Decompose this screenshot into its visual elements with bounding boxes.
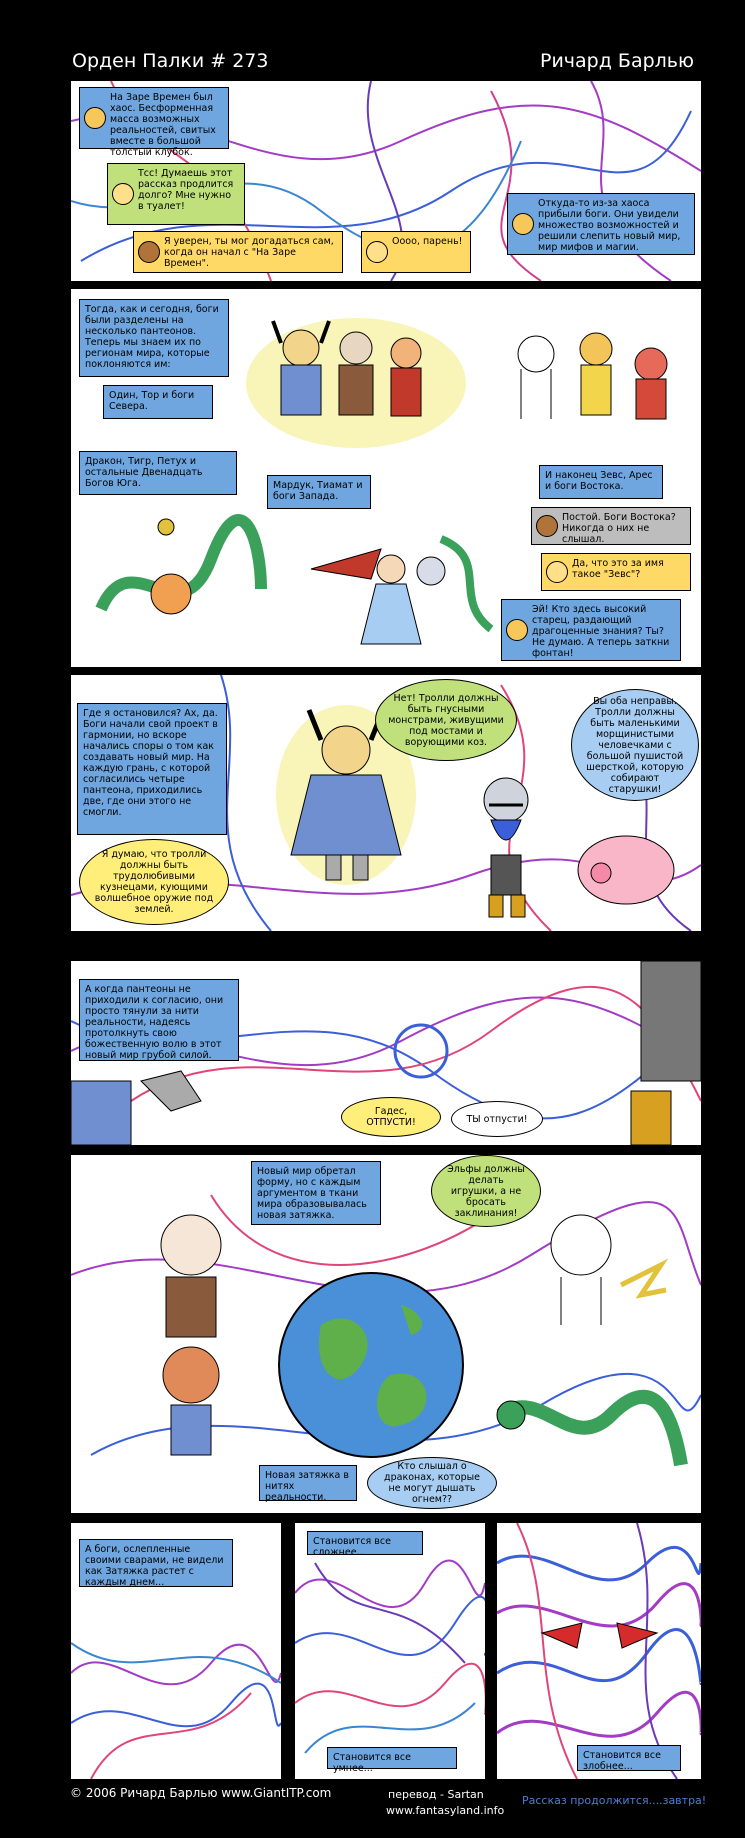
world-globe [271,1265,471,1465]
speech-bubble: Я думаю, что тролли должны быть трудолюбивыми кузнецами, кующими волшебное оружие под землей. [79,839,229,925]
dialogue-box: Постой. Боги Востока? Никогда о них не слышал. [531,507,691,545]
narrator-face-icon [506,619,528,641]
narration-box: Эй! Кто здесь высокий старец, раздающий драгоценные знания? Ты? Не думаю. А теперь заткни фонтан! [501,599,681,661]
panel-7 [292,1520,488,1782]
speech-bubble: Кто слышал о драконах, которые не могут дышать огнем?? [367,1457,497,1509]
narration-box: Становится все умнее... [327,1747,457,1769]
speech-bubble: Нет! Тролли должны быть гнусными монстрами, живущими под мостами и ворующими коз. [375,679,517,761]
listener-face-icon [546,561,568,583]
panel-5 [68,1152,704,1516]
translation-credit: перевод - Sartan [388,1788,484,1801]
speaker-face-icon [138,241,160,263]
narration-box: Становится все сложнее... [307,1531,423,1555]
hand-left-drawing [71,1061,211,1145]
norse-gods-drawing [241,303,471,453]
caption-box: Новая затяжка в нитях реальности. [259,1465,357,1501]
narration-box: А когда пантеоны не приходили к согласию, они просто тянули за нити реальности, надеясь протолкнуть свою божественную волю в этот новый мир грубой силой. [79,979,239,1061]
panel-1 [68,78,704,284]
narration-box: А боги, ослепленные своими сварами, не видели как Затяжка растет с каждым днем... [79,1539,233,1587]
panel-4 [68,958,704,1148]
panel-8 [494,1520,704,1782]
north-gods-label: Один, Тор и боги Севера. [103,385,213,419]
dragon-figure [491,1375,691,1495]
speech-bubble: Вы оба неправы. Тролли должны быть маленькими морщинистыми человечками с большой пушистой шерсткой, которую собирают старушки! [571,689,699,801]
ares-figure [451,765,561,925]
listener-face-icon [112,183,134,205]
narration-box: Где я остановился? Ах, да. Боги начали свой проект в гармонии, но вскоре начались споры о том как создавать новый мир. На каждую грань, с которой согласились четыре пантеона, приходились две, где они этого не смогли. [77,703,227,835]
eastern-gods-drawing [91,499,271,649]
narration-box: Новый мир обретал форму, но с каждым аргументом в ткани мира образовывалась новая затяжка. [251,1161,381,1225]
panel-3 [68,672,704,934]
dialogue-box: Я уверен, ты мог догадаться сам, когда он начал с "На Заре Времен". [133,231,343,273]
god-figure-right [521,1205,671,1335]
narration-box: Откуда-то из-за хаоса прибыли боги. Они увидели множество возможностей и решили слепить новый мир, мир мифов и магии. [507,193,695,255]
comic-author: Ричард Барлью [540,50,694,72]
hand-right-drawing [591,961,701,1145]
listener-face-icon [366,241,388,263]
narrator-face-icon [84,107,106,129]
pig-figure [571,825,681,915]
dialogue-box: Тсс! Думаешь этот рассказ продлится долго? Мне нужно в туалет! [107,163,245,225]
narration-box: На Заре Времен был хаос. Бесформенная масса возможных реальностей, свитых вместе в большой толстый клубок. [79,87,229,149]
translation-site-link[interactable]: www.fantasyland.info [386,1804,505,1817]
dialogue-box: Оооо, парень! [361,231,471,273]
narration-box: Становится все злобнее... [577,1745,681,1771]
speech-bubble: ТЫ отпусти! [451,1101,543,1137]
speech-bubble: Эльфы должны делать игрушки, а не бросать заклинания! [431,1155,541,1227]
east-gods-label: И наконец Зевс, Арес и боги Востока. [539,465,663,499]
narrator-face-icon [512,213,534,235]
panel-2 [68,286,704,670]
god-figure-left [131,1185,251,1465]
west-gods-label: Мардук, Тиамат и боги Запада. [267,475,371,509]
narration-box: Тогда, как и сегодня, боги были разделены на несколько пантеонов. Теперь мы знаем их по регионам мира, которые поклоняются им: [79,299,229,377]
south-gods-label: Дракон, Тигр, Петух и остальные Двенадцать Богов Юга. [79,451,237,495]
comic-title: Орден Палки # 273 [72,50,269,72]
dialogue-box: Да, что это за имя такое "Зевс"? [541,553,691,591]
babylonian-gods-drawing [291,509,501,659]
greek-gods-drawing [491,309,691,459]
continue-text: Рассказ продолжится....завтра! [522,1794,707,1807]
speaker-face-icon [536,515,558,537]
speech-bubble: Гадес, ОТПУСТИ! [341,1097,441,1137]
panel-6 [68,1520,284,1782]
copyright-text: © 2006 Ричард Барлью www.GiantITP.com [70,1786,332,1800]
